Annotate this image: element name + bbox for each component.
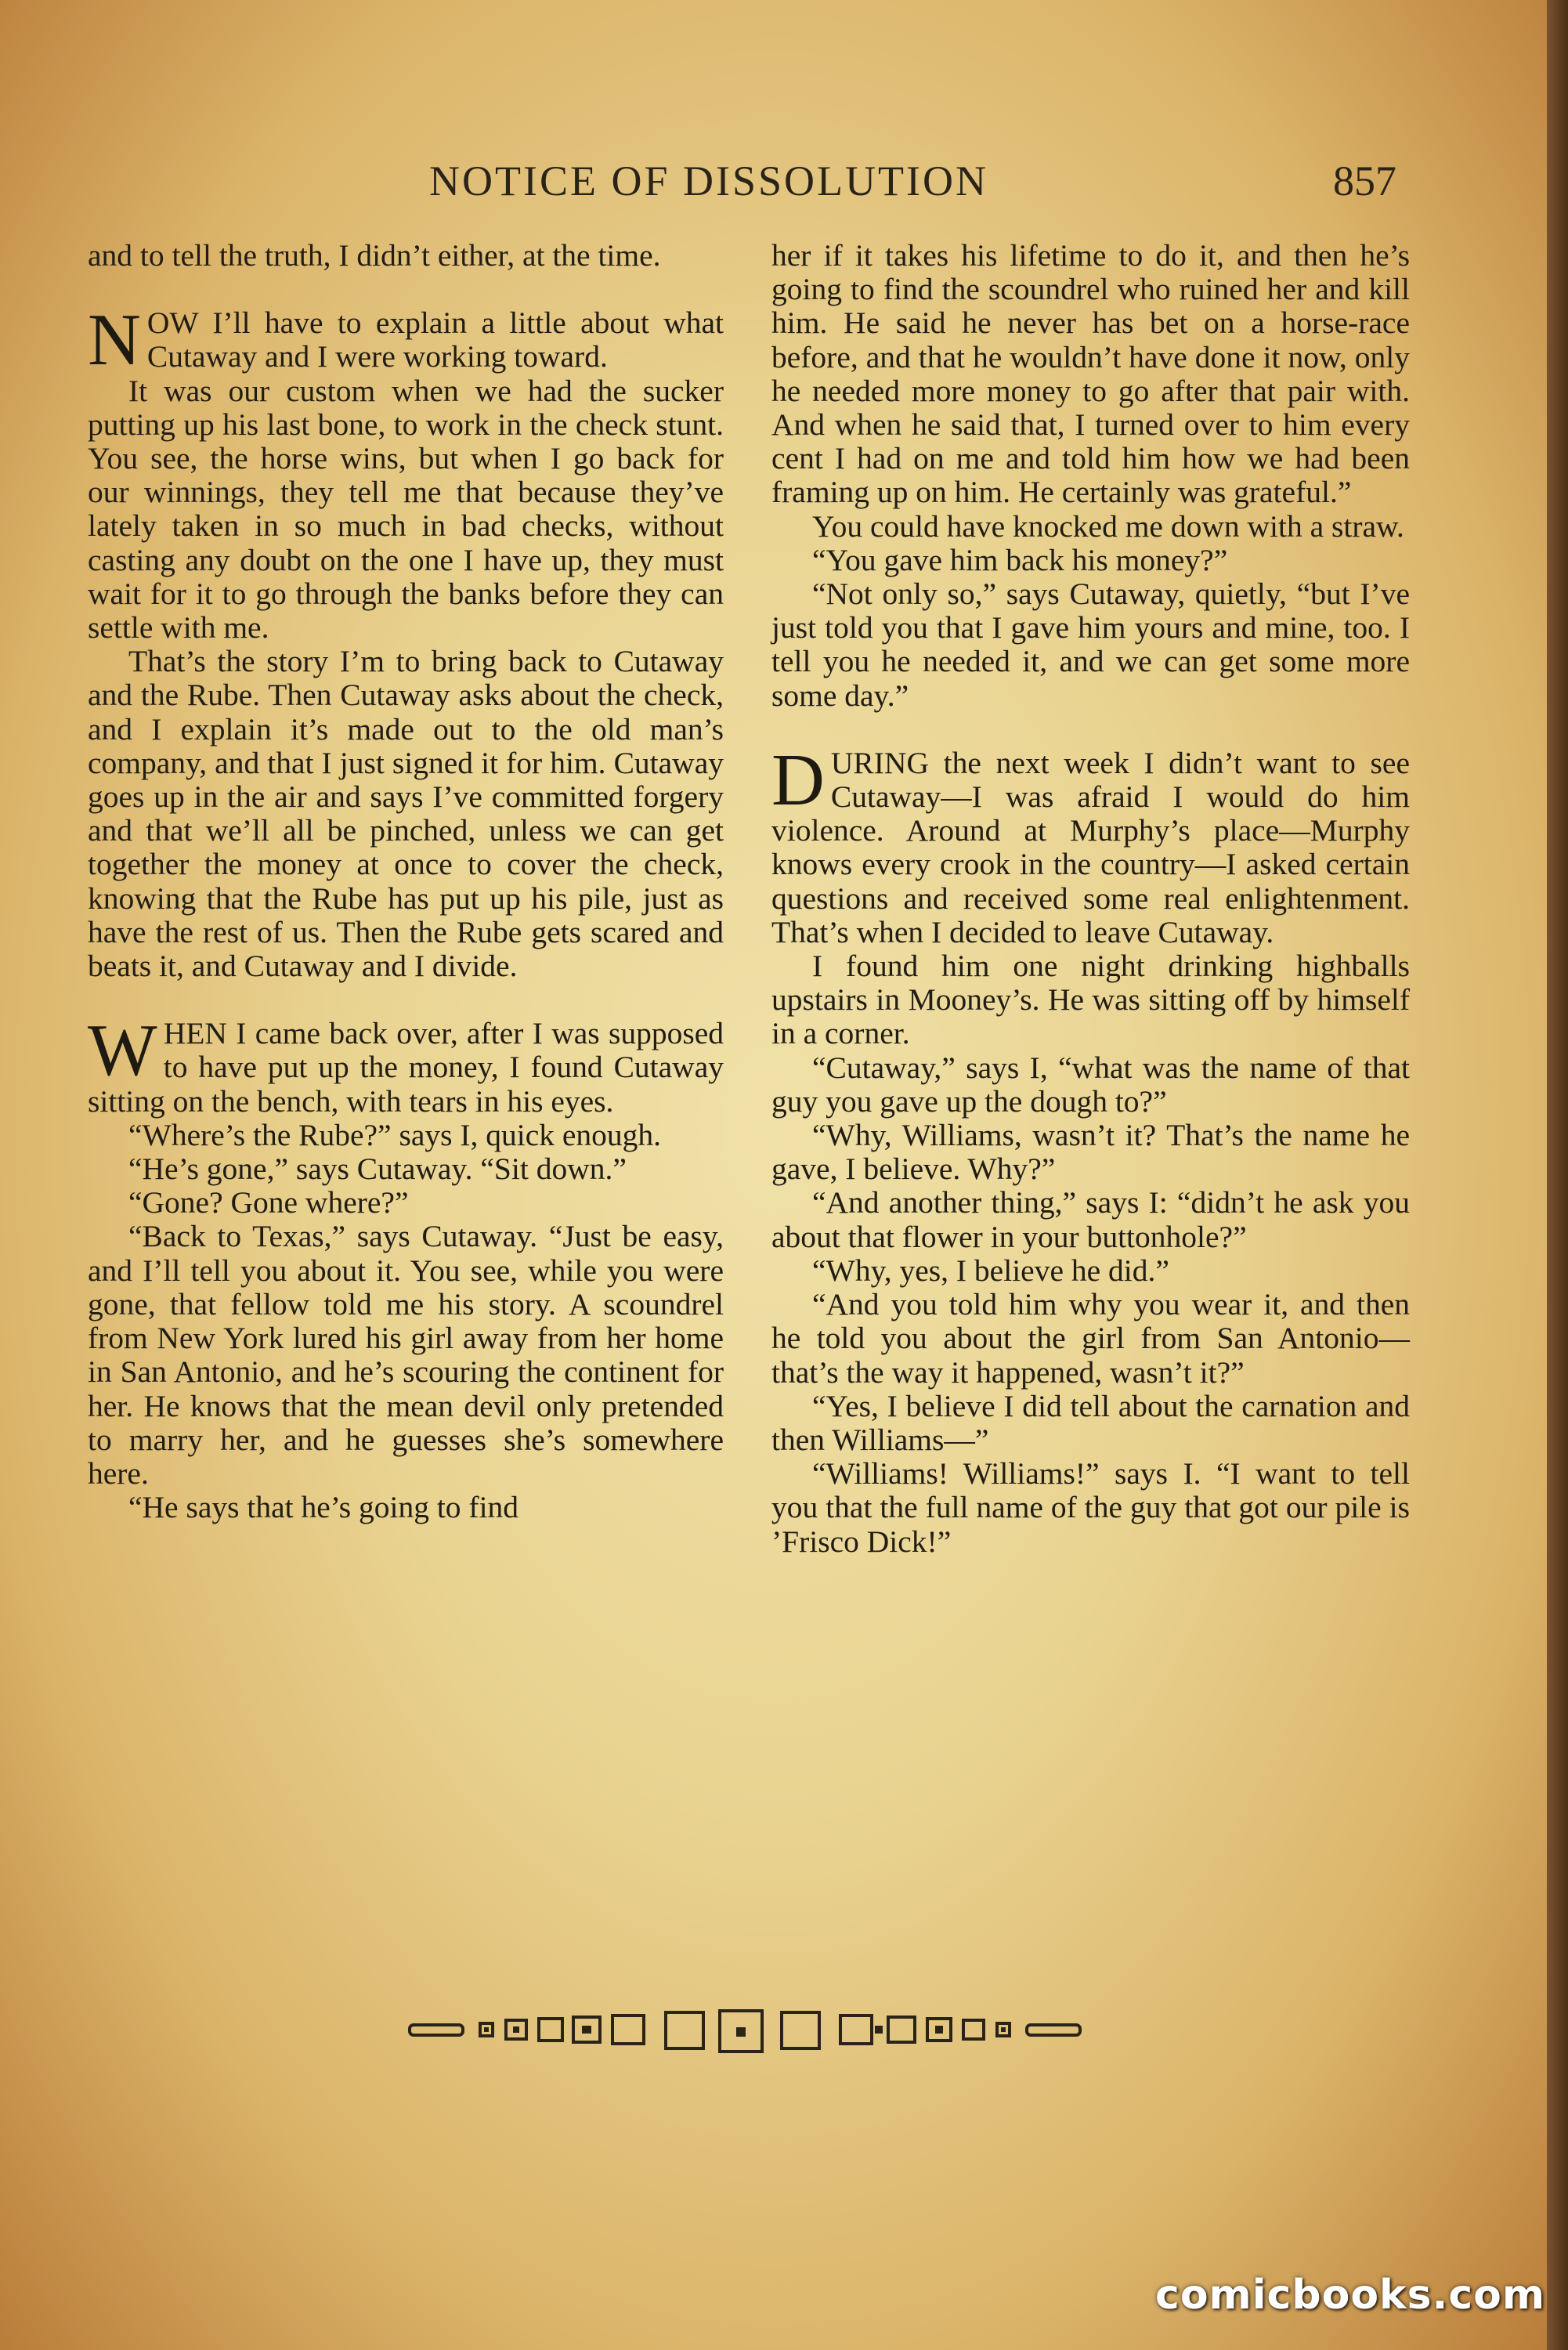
right-column: [771, 239, 1410, 1559]
paragraph-text: URING the next week I didn’t want to see Cutaway—I was afraid I would do him violence. Around at Murphy’s place—Murphy knows every crook in the country—I asked certain questions and received some real enlightenment. That’s when I decided to leave Cutaway.: [771, 745, 1410, 949]
paragraph: “Back to Texas,” says Cutaway. “Just be easy, and I’ll tell you about it. You see, while you were gone, that fellow told me his story. A scoundrel from New York lured his girl away from her home in San Antonio, and he’s scouring the continent for her. He knows that the mean devil only pretended to marry her, and he guesses she’s somewhere here.: [88, 1219, 724, 1491]
paragraph: “He’s gone,” says Cutaway. “Sit down.”: [128, 1152, 627, 1187]
paragraph: “Where’s the Rube?” says I, quick enough.: [128, 1117, 662, 1152]
paragraph: “Not only so,” says Cutaway, quietly, “but I’ve just told you that I gave him yours and mine, too. I tell you he needed it, and we can get some more some day.”: [771, 577, 1410, 713]
paragraph: “Gone? Gone where?”: [128, 1185, 409, 1220]
watermark-text: comicbooks.com: [1155, 2272, 1546, 2319]
paragraph: her if it takes his lifetime to do it, and then he’s going to find the scoundrel who ruined her and kill him. He said he never has bet on a horse-race before, and that he wouldn’t have done it now, only he needed more money to go after that pair with. And when he said that, I turned over to him every cent I had on me and told him how we had been framing up on him. He certainly was grateful.”: [771, 238, 1410, 510]
paragraph: “Why, Williams, wasn’t it? That’s the name he gave, I believe. Why?”: [771, 1118, 1410, 1187]
paragraph: “And you told him why you wear it, and then he told you about the girl from San Antonio—that’s the way it happened, wasn’t it?”: [771, 1287, 1410, 1390]
page-title: NOTICE OF DISSOLUTION: [429, 157, 988, 204]
paragraph: “You gave him back his money?”: [812, 542, 1228, 577]
section-start: [88, 1010, 724, 1119]
paragraph: “He says that he’s going to find: [128, 1490, 519, 1525]
paragraph: You could have knocked me down with a straw.: [812, 508, 1404, 544]
paragraph: That’s the story I’m to bring back to Cutaway and the Rube. Then Cutaway asks about the check, and I explain it’s made out to the old man’s company, and that I just signed it for him. Cutaway goes up in the air and says I’ve committed forgery and that we’ll all be pinched, unless we can get together the money at once to cover the check, knowing that the Rube has put up his pile, just as have the rest of us. Then the Rube gets scared and beats it, and Cutaway and I divide.: [88, 644, 724, 984]
paragraph: It was our custom when we had the sucker putting up his last bone, to work in the check stunt. You see, the horse wins, but when I go back for our winnings, they tell me that because they’ve lately taken in so much in bad checks, without casting any doubt on the one I have up, they must wait for it to go through the banks before they can settle with me.: [88, 373, 724, 645]
paragraph-text: OW I’ll have to explain a little about what Cutaway and I were working toward.: [146, 306, 724, 374]
page-edge: [1547, 0, 1568, 2350]
drop-cap: W: [88, 1010, 157, 1092]
left-column: [88, 239, 724, 1524]
section-start: [771, 739, 1410, 949]
paragraph: “And another thing,” says I: “didn’t he ask you about that flower in your buttonhole?”: [771, 1185, 1410, 1254]
drop-cap: D: [771, 739, 825, 821]
running-header: [0, 157, 1547, 212]
paragraph: I found him one night drinking highballs upstairs in Mooney’s. He was sitting off by himself in a corner.: [771, 949, 1410, 1051]
paragraph: “Yes, I believe I did tell about the carnation and then Williams—”: [771, 1388, 1410, 1457]
paragraph-text: HEN I came back over, after I was supposed to have put up the money, I found Cutaway sitting on the bench, with tears in his eyes.: [88, 1016, 724, 1119]
paragraph: “Williams! Williams!” says I. “I want to tell you that the full name of the guy that got our pile is ’Frisco Dick!”: [771, 1456, 1410, 1559]
paragraph: “Cutaway,” says I, “what was the name of that guy you gave up the dough to?”: [771, 1050, 1410, 1119]
ornament-divider-icon: [408, 2009, 1085, 2056]
page-number: 857: [1333, 157, 1396, 204]
section-start: [88, 299, 724, 381]
paragraph: “Why, yes, I believe he did.”: [812, 1253, 1169, 1288]
drop-cap: N: [88, 299, 141, 381]
paragraph: and to tell the truth, I didn’t either, at the time.: [88, 238, 661, 273]
